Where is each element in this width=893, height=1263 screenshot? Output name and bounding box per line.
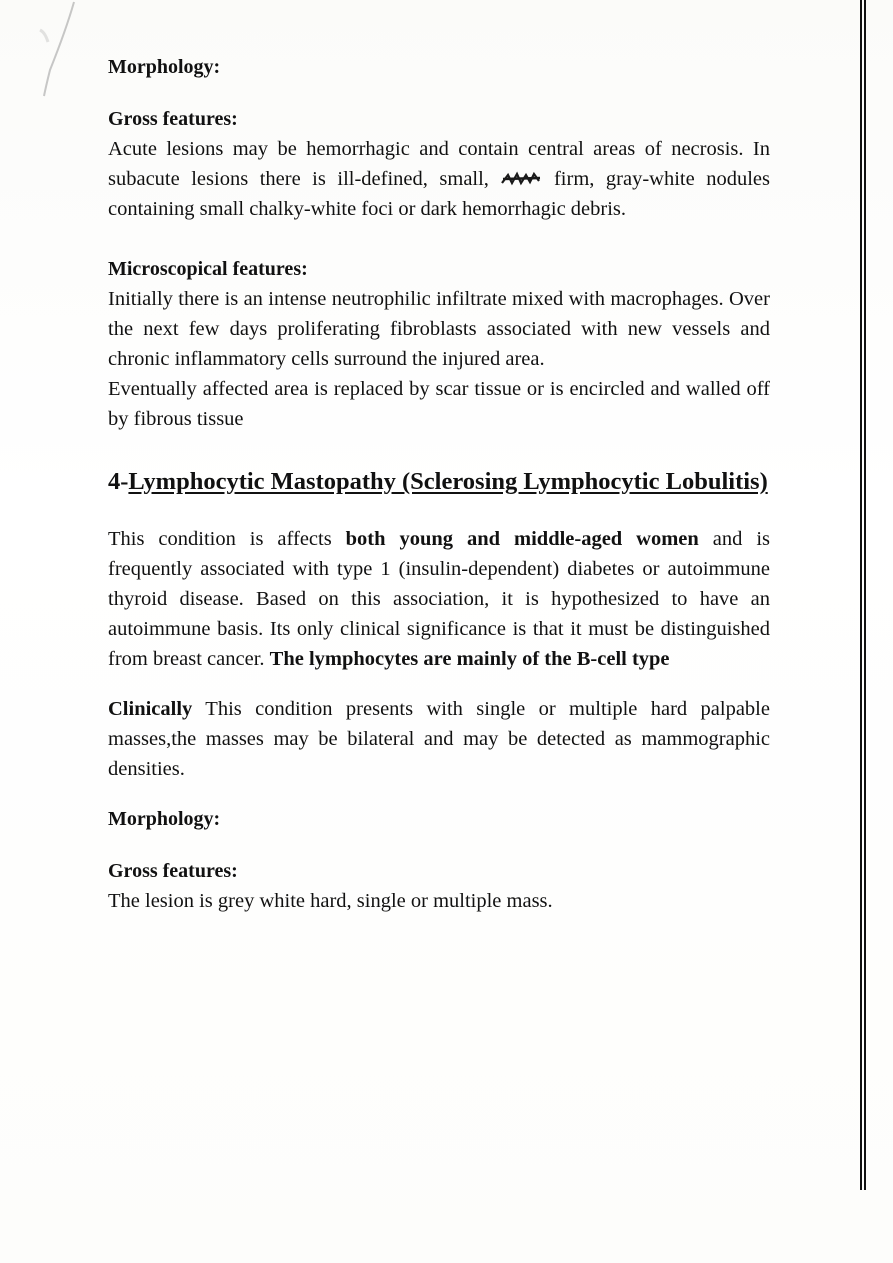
gross-features-label: Gross features: — [108, 860, 238, 882]
clinically-label: Clinically — [108, 698, 193, 720]
morphology-label: Morphology: — [108, 808, 221, 830]
intro-bold-text: both young and middle-aged women — [345, 528, 699, 550]
section-heading — [108, 466, 770, 498]
intro-text: This condition is affects — [108, 528, 332, 550]
intro-paragraph — [108, 524, 770, 674]
clinical-text: This condition presents with single or multiple hard palpable masses,the masses may be bilateral and may be detected as mammographic densities. — [108, 698, 770, 780]
heading-title: Lymphocytic Mastopathy (Sclerosing Lymphocytic Lobulitis) — [128, 468, 768, 495]
microscopical-features-label: Microscopical features: — [108, 258, 308, 280]
morphology-label: Morphology: — [108, 56, 221, 78]
right-border-line — [860, 0, 862, 1190]
heading-number: 4- — [108, 468, 129, 495]
gross-features-text-part: Acute lesions may be hemorrhagic and contain central areas of necrosis. In subacute lesions there is ill-defined, small, — [108, 138, 770, 190]
gross-features-label: Gross features: — [108, 108, 238, 130]
crossed-out-word — [500, 171, 542, 187]
gross-features-text — [108, 134, 770, 224]
intro-bold-text: The lymphocytes are mainly of the B-cell type — [269, 648, 670, 670]
right-border-line — [864, 0, 866, 1190]
document-content — [108, 52, 770, 916]
scratch-mark — [22, 0, 82, 100]
gross-features-text: The lesion is grey white hard, single or multiple mass. — [108, 890, 553, 912]
microscopical-text: Eventually affected area is replaced by scar tissue or is encircled and walled off by fibrous tissue — [108, 378, 770, 430]
microscopical-text: Initially there is an intense neutrophilic infiltrate mixed with macrophages. Over the next few days proliferating fibroblasts associated with new vessels and chronic inflammatory cells surround the injured area. — [108, 288, 770, 370]
gross-features-text-part: firm, gray-white nodules containing small chalky-white foci or dark hemorrhagic debris. — [108, 168, 770, 220]
clinical-paragraph — [108, 694, 770, 784]
intro-text: and is frequently associated with type 1 (insulin-dependent) diabetes or autoimmune thyroid disease. Based on this association, it is hypothesized to have an autoimmune basis. Its only clinical significance is that it must be distinguished from breast cancer. — [108, 528, 771, 670]
